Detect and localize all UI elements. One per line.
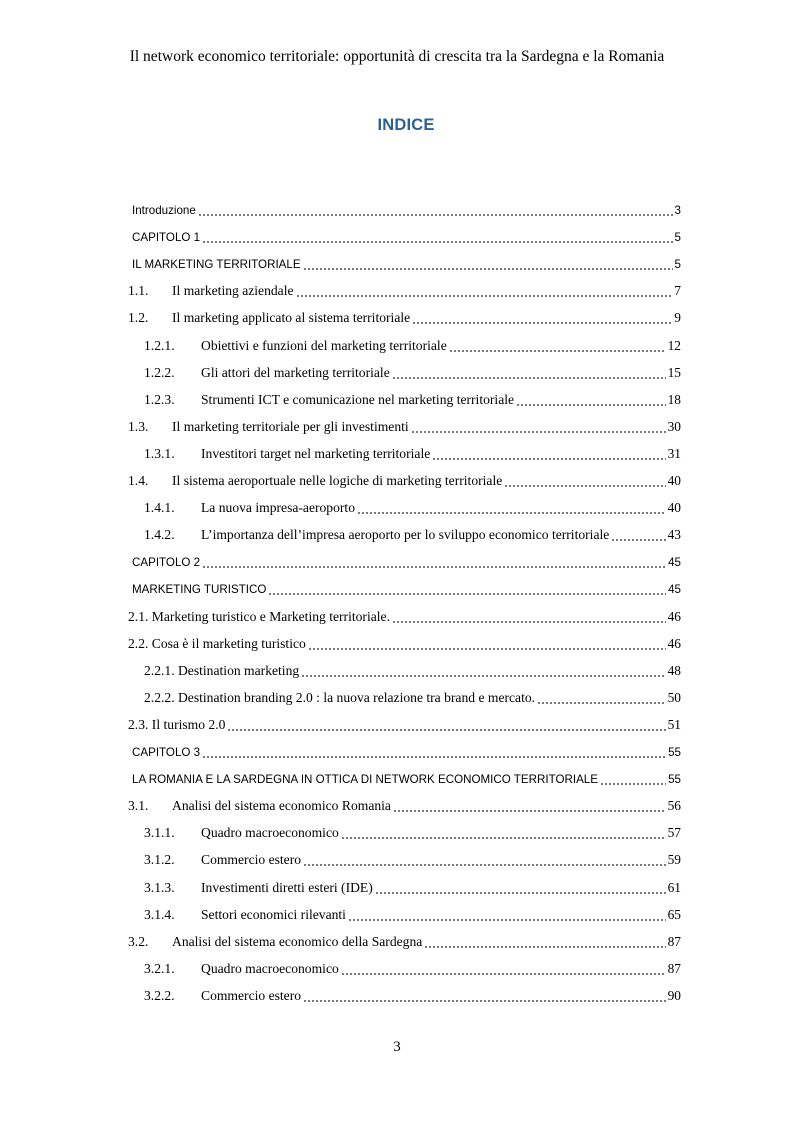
toc-entry[interactable] (128, 631, 681, 657)
toc-entry-page: 9 (674, 310, 681, 326)
toc-entry-page: 45 (668, 555, 681, 569)
toc-entry-page: 30 (667, 418, 681, 434)
toc-entry[interactable] (144, 956, 681, 982)
toc-entry-title: Il sistema aeroportuale nelle logiche di marketing territoriale (172, 473, 503, 488)
toc-entry-title: Il marketing territoriale per gli investimenti (172, 418, 409, 434)
toc-entry-number: 3.1.1. (144, 825, 175, 841)
toc-entry-title: 2.2. Cosa è il marketing turistico (128, 635, 306, 651)
toc-entry-title: Strumenti ICT e comunicazione nel marketing territoriale (201, 391, 515, 407)
toc-entry-page: 12 (667, 337, 681, 353)
toc-dot-leader (202, 750, 666, 758)
toc-entry-number: 3.1.2. (144, 852, 175, 868)
toc-entry-page: 31 (667, 445, 681, 461)
toc-entry-number: 3.2.1. (144, 960, 175, 976)
toc-entry-title: Obiettivi e funzioni del marketing territoriale (201, 337, 447, 353)
toc-entry[interactable] (144, 387, 681, 413)
toc-entry-number: 1.3.1. (144, 445, 175, 461)
toc-dot-leader (504, 479, 665, 487)
toc-entry-number: 3.1. (128, 798, 149, 814)
toc-entry-number: 1.4.1. (144, 500, 175, 516)
toc-dot-leader (375, 886, 666, 894)
toc-entry-number: 1.2. (128, 310, 149, 326)
toc-entry-page: 5 (674, 257, 681, 271)
toc-entry[interactable] (144, 875, 681, 901)
toc-entry-title: 2.1. Marketing turistico e Marketing territoriale. (128, 608, 390, 624)
toc-entry-page: 55 (668, 745, 681, 759)
toc-dot-leader (341, 831, 666, 839)
toc-entry-title: Quadro macroeconomico (201, 960, 339, 976)
toc-entry[interactable] (128, 305, 681, 331)
toc-dot-leader (393, 804, 666, 812)
toc-entry-number: 1.2.2. (144, 364, 175, 380)
toc-entry[interactable] (132, 224, 681, 250)
toc-entry[interactable] (132, 576, 681, 602)
toc-entry-number: 1.1. (128, 283, 149, 299)
toc-entry-page: 61 (667, 879, 681, 895)
toc-entry-title: Il marketing aziendale (172, 283, 294, 299)
toc-entry[interactable] (132, 739, 681, 765)
toc-dot-leader (198, 208, 673, 216)
toc-entry[interactable] (144, 658, 681, 684)
toc-entry-title: Commercio estero (201, 852, 302, 868)
toc-entry-page: 3 (674, 203, 681, 217)
toc-entry-title: 2.2.2. Destination branding 2.0 : la nuova relazione tra brand e mercato. (144, 689, 536, 705)
toc-dot-leader (392, 615, 666, 623)
toc-entry-page: 51 (667, 716, 681, 732)
toc-entry[interactable] (144, 522, 681, 548)
toc-entry[interactable] (144, 333, 681, 359)
table-of-contents (0, 197, 794, 1017)
toc-entry-number: 3.2.2. (144, 987, 175, 1003)
toc-dot-leader (227, 723, 665, 731)
toc-entry-number: 3.1.4. (144, 906, 175, 922)
toc-entry[interactable] (128, 929, 681, 955)
toc-dot-leader (600, 777, 666, 785)
toc-entry[interactable] (144, 820, 681, 846)
page-number: 3 (393, 1039, 401, 1055)
toc-entry[interactable] (144, 441, 681, 467)
toc-entry[interactable] (132, 766, 681, 792)
toc-entry-title: 2.3. Il turismo 2.0 (128, 716, 226, 732)
toc-entry-number: 1.2.1. (144, 337, 175, 353)
toc-entry[interactable] (132, 251, 681, 277)
toc-entry[interactable] (128, 793, 681, 819)
toc-dot-leader (449, 344, 666, 352)
toc-entry-title: Introduzione (132, 203, 196, 217)
toc-entry[interactable] (128, 712, 681, 738)
toc-dot-leader (296, 289, 673, 297)
toc-entry-page: 48 (667, 662, 681, 678)
toc-entry-title: Il marketing applicato al sistema territoriale (172, 310, 411, 326)
toc-entry[interactable] (128, 468, 681, 494)
toc-entry-page: 40 (667, 500, 681, 516)
toc-entry-number: 1.4.2. (144, 527, 175, 543)
toc-entry-page: 40 (667, 473, 681, 488)
toc-entry-page: 59 (667, 852, 681, 868)
toc-entry-number: 1.2.3. (144, 391, 175, 407)
toc-dot-leader (392, 371, 666, 379)
toc-entry-title: L’importanza dell’impresa aeroporto per lo sviluppo economico territoriale (201, 527, 610, 543)
toc-entry-title: LA ROMANIA E LA SARDEGNA IN OTTICA DI NETWORK ECONOMICO TERRITORIALE (132, 772, 598, 786)
toc-entry-title: IL MARKETING TERRITORIALE (132, 257, 301, 271)
toc-dot-leader (202, 560, 666, 568)
toc-entry[interactable] (132, 197, 681, 223)
toc-entry-title: CAPITOLO 2 (132, 555, 201, 569)
toc-dot-leader (301, 669, 665, 677)
toc-entry[interactable] (144, 847, 681, 873)
toc-entry-page: 57 (667, 825, 681, 841)
toc-entry-page: 43 (667, 527, 681, 543)
toc-entry-title: Investitori target nel marketing territoriale (201, 445, 431, 461)
toc-entry-title: Commercio estero (201, 987, 302, 1003)
toc-entry-title: Gli attori del marketing territoriale (201, 364, 390, 380)
toc-entry-title: Analisi del sistema economico Romania (172, 798, 391, 814)
toc-entry-page: 87 (667, 960, 681, 976)
toc-dot-leader (303, 262, 673, 270)
toc-entry[interactable] (144, 360, 681, 386)
toc-dot-leader (303, 858, 666, 866)
toc-entry-page: 56 (667, 798, 681, 814)
toc-dot-leader (411, 425, 666, 433)
toc-entry-title: Settori economici rilevanti (201, 906, 346, 922)
toc-dot-leader (537, 696, 666, 704)
toc-entry[interactable] (132, 549, 681, 575)
toc-entry-page: 46 (667, 608, 681, 624)
toc-entry-number: 3.1.3. (144, 879, 175, 895)
toc-dot-leader (308, 642, 666, 650)
toc-entry[interactable] (128, 604, 681, 630)
toc-entry-page: 18 (667, 391, 681, 407)
toc-entry-page: 65 (667, 906, 681, 922)
toc-entry-number: 1.4. (128, 473, 149, 488)
toc-entry[interactable] (144, 495, 681, 521)
toc-entry-page: 50 (667, 689, 681, 705)
toc-entry-title: Analisi del sistema economico della Sardegna (172, 933, 423, 949)
toc-dot-leader (412, 316, 672, 324)
toc-entry-title: Investimenti diretti esteri (IDE) (201, 879, 373, 895)
toc-entry[interactable] (128, 414, 681, 440)
toc-entry-title: CAPITOLO 1 (132, 230, 201, 244)
toc-dot-leader (357, 506, 666, 514)
toc-entry-page: 5 (674, 230, 681, 244)
toc-dot-leader (611, 533, 665, 541)
toc-entry-page: 87 (667, 933, 681, 949)
toc-dot-leader (432, 452, 665, 460)
toc-entry-page: 55 (668, 772, 681, 786)
toc-dot-leader (424, 940, 665, 948)
toc-entry[interactable] (144, 983, 681, 1009)
toc-entry-page: 90 (667, 987, 681, 1003)
toc-entry-title: CAPITOLO 3 (132, 745, 201, 759)
toc-dot-leader (516, 398, 666, 406)
toc-entry[interactable] (144, 902, 681, 928)
toc-dot-leader (348, 913, 666, 921)
toc-entry-title: MARKETING TURISTICO (132, 582, 267, 596)
toc-entry-page: 15 (667, 364, 681, 380)
toc-entry-title: La nuova impresa-aeroporto (201, 500, 355, 516)
toc-title: INDICE (377, 116, 435, 134)
toc-entry-page: 46 (667, 635, 681, 651)
toc-entry-title: 2.2.1. Destination marketing (144, 662, 300, 678)
toc-entry[interactable] (128, 278, 681, 304)
toc-entry-title: Quadro macroeconomico (201, 825, 339, 841)
toc-entry-number: 1.3. (128, 418, 149, 434)
toc-dot-leader (202, 235, 672, 243)
toc-entry[interactable] (144, 685, 681, 711)
toc-entry-number: 3.2. (128, 933, 149, 949)
toc-dot-leader (268, 587, 666, 595)
toc-dot-leader (341, 967, 666, 975)
toc-entry-page: 7 (674, 283, 681, 299)
toc-dot-leader (303, 994, 666, 1002)
running-header: Il network economico territoriale: opportunità di crescita tra la Sardegna e la Romania (129, 48, 665, 65)
toc-entry-page: 45 (668, 582, 681, 596)
